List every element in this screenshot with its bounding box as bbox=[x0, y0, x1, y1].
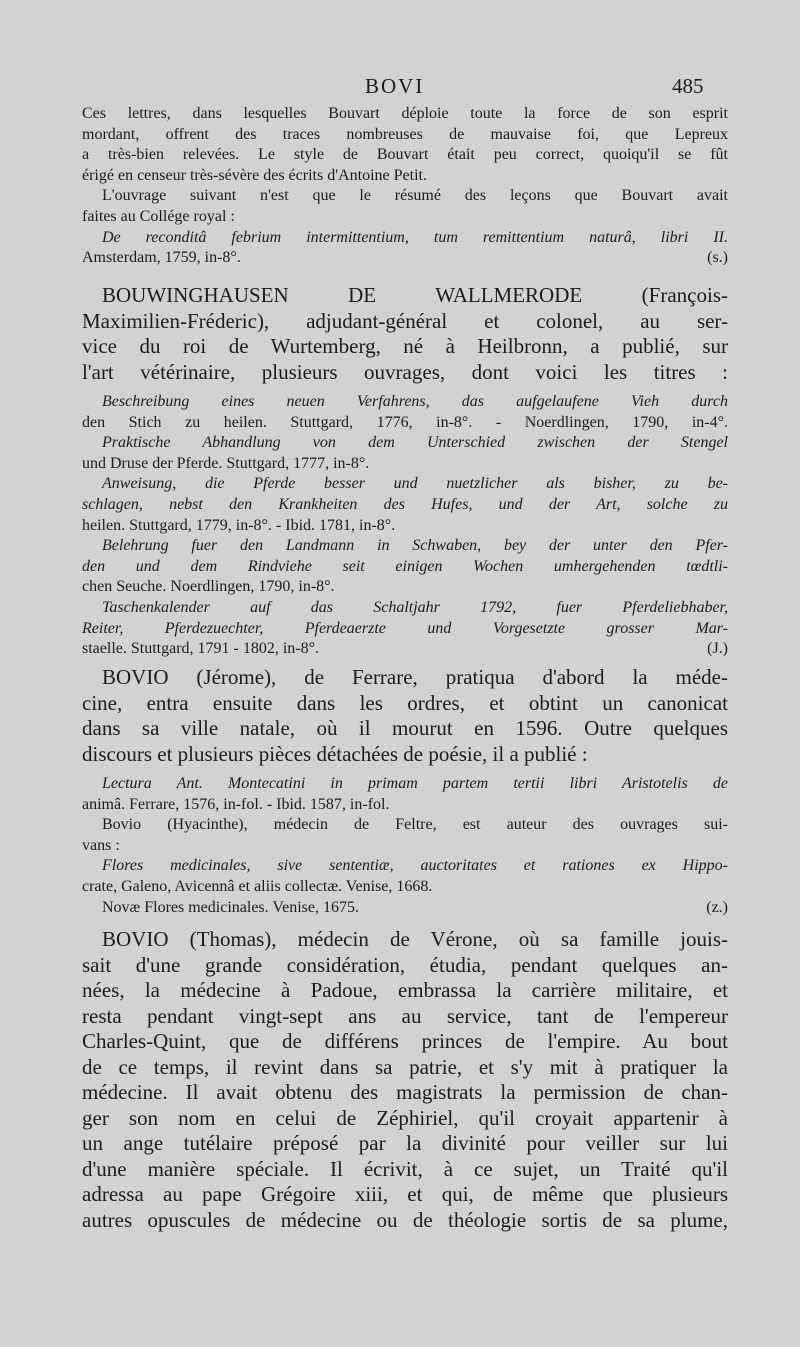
intro-line: faites au Collége royal : bbox=[82, 207, 235, 225]
work-line: Novæ Flores medicinales. Venise, 1675. bbox=[102, 898, 360, 916]
entry-line: vice du roi de Wurtemberg, né à Heilbronn, a publié, sur bbox=[82, 334, 728, 358]
work-line: Reiter, Pferdezuechter, Pferdeaerzte und Vorgesetzte grosser Mar- bbox=[82, 619, 728, 637]
work-line: Praktische Abhandlung von dem Unterschied zwischen der Stengel bbox=[102, 434, 728, 452]
entry-line: resta pendant vingt-sept ans au service, tant de l'empereur bbox=[82, 1003, 728, 1028]
work-line: Anweisung, die Pferde besser und nuetzlicher als bisher, zu be- bbox=[102, 475, 728, 493]
entry-line: d'une manière spéciale. Il écrivit, à ce sujet, un Traité qu'il bbox=[82, 1156, 728, 1181]
intro-line: érigé en censeur très-sévère des écrits d'Antoine Petit. bbox=[82, 166, 427, 184]
intro-line: L'ouvrage suivant n'est que le résumé des leçons que Bouvart avait bbox=[102, 187, 728, 205]
bouwinghausen-last-row bbox=[82, 639, 728, 660]
entry-line: Maximilien-Fréderic), adjudant-général et colonel, au ser- bbox=[82, 308, 728, 333]
intro-block bbox=[82, 104, 728, 269]
entry-line: ger son nom en celui de Zéphiriel, qu'il croyait appartenir à bbox=[82, 1105, 728, 1130]
entry-bovio-thomas bbox=[82, 927, 728, 1233]
work-line: staelle. Stuttgard, 1791 - 1802, in-8°. bbox=[82, 640, 320, 658]
entry-line: médecine. Il avait obtenu des magistrats la permission de chan- bbox=[82, 1080, 728, 1104]
running-title: BOVI bbox=[365, 74, 425, 98]
intro-line: a très-bien relevées. Le style de Bouvart était peu correct, quoiqu'il se fût bbox=[82, 146, 728, 164]
entry-line: adressa au pape Grégoire xiii, et qui, de même que plusieurs bbox=[82, 1182, 728, 1206]
entry-line: sait d'une grande considération, étudia, pendant quelques an- bbox=[82, 952, 728, 977]
work-line: crate, Galeno, Avicennâ et aliis collectæ. Venise, 1668. bbox=[82, 877, 433, 895]
intro-line: mordant, offrent des traces nombreuses de mauvaise foi, que Lepreux bbox=[82, 125, 728, 143]
work-line: heilen. Stuttgard, 1779, in-8°. - Ibid. 1781, in-8°. bbox=[82, 516, 396, 534]
work-title: De reconditâ febrium intermittentium, tum remittentium naturâ, libri II. bbox=[102, 228, 728, 246]
work-line: vans : bbox=[82, 836, 120, 854]
entry-bovio-jerome bbox=[82, 665, 728, 767]
work-line: schlagen, nebst den Krankheiten des Hufes, und der Art, solche zu bbox=[82, 495, 728, 513]
work-line: und Druse der Pferde. Stuttgard, 1777, in-8°. bbox=[82, 454, 370, 472]
work-line: Flores medicinales, sive sententiæ, auctoritates et rationes ex Hippo- bbox=[102, 857, 728, 875]
bovio-jerome-last-row bbox=[82, 898, 728, 919]
bouwinghausen-works bbox=[82, 392, 728, 660]
work-line: Beschreibung eines neuen Verfahrens, das aufgelaufene Vieh durch bbox=[102, 393, 728, 410]
work-line: den und dem Rindviehe seit einigen Wochen umhergehenden tœdtli- bbox=[82, 557, 728, 575]
entry-line: de ce temps, il revint dans sa patrie, et s'y mit à pratiquer la bbox=[82, 1054, 728, 1079]
entry-line: l'art vétérinaire, plusieurs ouvrages, dont voici les titres : bbox=[82, 359, 728, 384]
bovio-jerome-works bbox=[82, 774, 728, 918]
work-line: Taschenkalender auf das Schaltjahr 1792, fuer Pferdeliebhaber, bbox=[102, 598, 728, 616]
author-signature: (s.) bbox=[707, 249, 728, 267]
author-signature: (z.) bbox=[706, 898, 728, 916]
entry-heading: BOVIO (Jérome), de Ferrare, pratiqua d'abord la méde- bbox=[102, 665, 728, 689]
entry-line: autres opuscules de médecine ou de théologie sortis de sa plume, bbox=[82, 1207, 728, 1232]
work-line: Bovio (Hyacinthe), médecin de Feltre, est auteur des ouvrages sui- bbox=[102, 816, 728, 834]
entry-bouwinghausen bbox=[82, 283, 728, 385]
work-line: chen Seuche. Noerdlingen, 1790, in-8°. bbox=[82, 578, 335, 596]
work-line: Lectura Ant. Montecatini in primam partem tertii libri Aristotelis de bbox=[102, 775, 728, 792]
page-number: 485 bbox=[672, 74, 704, 98]
entry-line: dans sa ville natale, où il mourut en 1596. Outre quelques bbox=[82, 716, 728, 740]
entry-heading: BOVIO (Thomas), médecin de Vérone, où sa famille jouis- bbox=[102, 927, 728, 951]
entry-line: un ange tutélaire préposé par la divinité pour veiller sur lui bbox=[82, 1131, 728, 1155]
work-line: animâ. Ferrare, 1576, in-fol. - Ibid. 1587, in-fol. bbox=[82, 795, 390, 813]
work-line: den Stich zu heilen. Stuttgard, 1776, in-8°. - Noerdlingen, 1790, in-4°. bbox=[82, 413, 728, 431]
entry-line: nées, la médecine à Padoue, embrassa la carrière militaire, et bbox=[82, 978, 728, 1002]
intro-line: Ces lettres, dans lesquelles Bouvart déploie toute la force de son esprit bbox=[82, 105, 728, 122]
entry-line: Charles-Quint, que de différens princes de l'empire. Au bout bbox=[82, 1029, 728, 1053]
entry-heading: BOUWINGHAUSEN DE WALLMERODE (François- bbox=[102, 283, 728, 307]
intro-line: Amsterdam, 1759, in-8°. bbox=[82, 249, 241, 267]
author-signature: (J.) bbox=[707, 640, 728, 658]
entry-line: cine, entra ensuite dans les ordres, et obtint un canonicat bbox=[82, 690, 728, 715]
entry-line: discours et plusieurs pièces détachées de poésie, il a publié : bbox=[82, 741, 588, 766]
page-header bbox=[0, 74, 800, 104]
work-line: Belehrung fuer den Landmann in Schwaben, bey der unter den Pfer- bbox=[102, 537, 728, 555]
intro-last-row bbox=[82, 248, 728, 269]
